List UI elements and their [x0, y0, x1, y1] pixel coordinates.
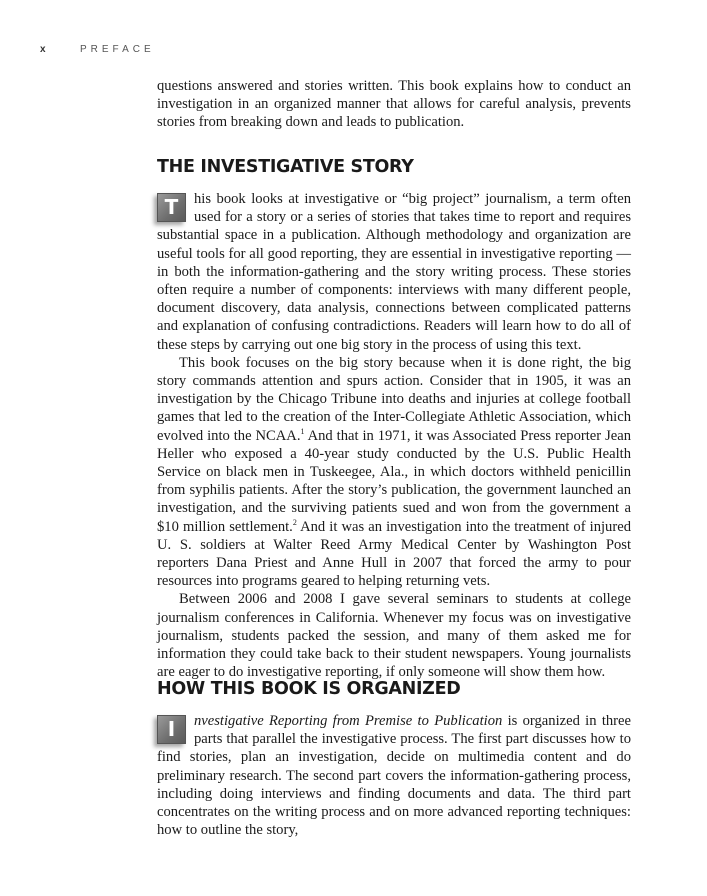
- section-heading-how-organized: HOW THIS BOOK IS ORGANIZED: [157, 679, 461, 699]
- drop-cap: I: [157, 715, 186, 744]
- intro-text: questions answered and stories written. This book explains how to conduct an investigation in an organized manner that allows for careful analysis, prevents stories from breaking down and leads to publication.: [157, 78, 631, 131]
- paragraph-text: And that in 1971, it was Associated Press reporter Jean Heller who exposed a 40-year study conducted by the U.S. Public Health Service on black men in Tuskeegee, Ala., in which doctors withheld penicillin from syphilis patients. After the story’s publication, the government launched an investigation, and the surviving patients sued and won from the government a $10 million settlement.: [157, 427, 631, 535]
- paragraph: [157, 712, 631, 839]
- paragraph-text: This book focuses on the big story because when it is done right, the big story commands attention and spurs action. Consider that in 1905, it was an investigation by the Chicago Tribune into deaths and injuries at college football games that led to the creation of the Inter-Collegiate Athletic Association, which evolved into the NCAA.: [157, 354, 631, 444]
- paragraph-text: his book looks at investigative or “big project” journalism, a term often used for a story or a series of stories that takes time to report and requires substantial space in a publication. Although methodology and organization are useful tools for all good reporting, they are essential in investigative reporting — in both the information-gathering and the story writing process. These stories often require a number of components: interviews with many different people, document discovery, data analysis, connections between complicated patterns and explanation of confusing contradictions. Readers will learn how to do all of these steps by carrying out one big story in the process of using this text.: [157, 191, 631, 353]
- section-heading-investigative-story: THE INVESTIGATIVE STORY: [157, 157, 414, 177]
- paragraph-text: is organized in three parts that parallel the investigative process. The first part discusses how to find stories, plan an investigation, decide on multimedia content and do preliminary research. The second part covers the information-gathering process, including doing interviews and finding documents and data. The third part concentrates on the writing process and on more advanced reporting techniques: how to outline the story,: [157, 713, 631, 839]
- paragraph: [157, 190, 631, 354]
- book-title: nvestigative Reporting from Premise to Publication: [194, 713, 503, 729]
- paragraph: Between 2006 and 2008 I gave several seminars to students at college journalism conferences in California. Whenever my focus was on investigative journalism, students packed the session, and many of them asked me for information they could take back to their student newspapers. Young journalists are eager to do investigative reporting, if only someone will show them how.: [157, 591, 631, 681]
- running-head: PREFACE: [80, 44, 155, 55]
- page-number: x: [40, 44, 46, 55]
- footnote-ref: 1: [300, 426, 305, 436]
- drop-cap: T: [157, 193, 186, 222]
- paragraph: [157, 354, 631, 591]
- footnote-ref: 2: [292, 517, 297, 527]
- section-body-investigative-story: [157, 190, 631, 681]
- intro-paragraph: [157, 77, 631, 132]
- section-body-how-organized: [157, 712, 631, 839]
- paragraph-text: And it was an investigation into the treatment of injured U. S. soldiers at Walter Reed Army Medical Center by Washington Post reporters Dana Priest and Anne Hull in 2007 that forced the army to pour resources into programs geared to helping returning vets.: [157, 518, 631, 590]
